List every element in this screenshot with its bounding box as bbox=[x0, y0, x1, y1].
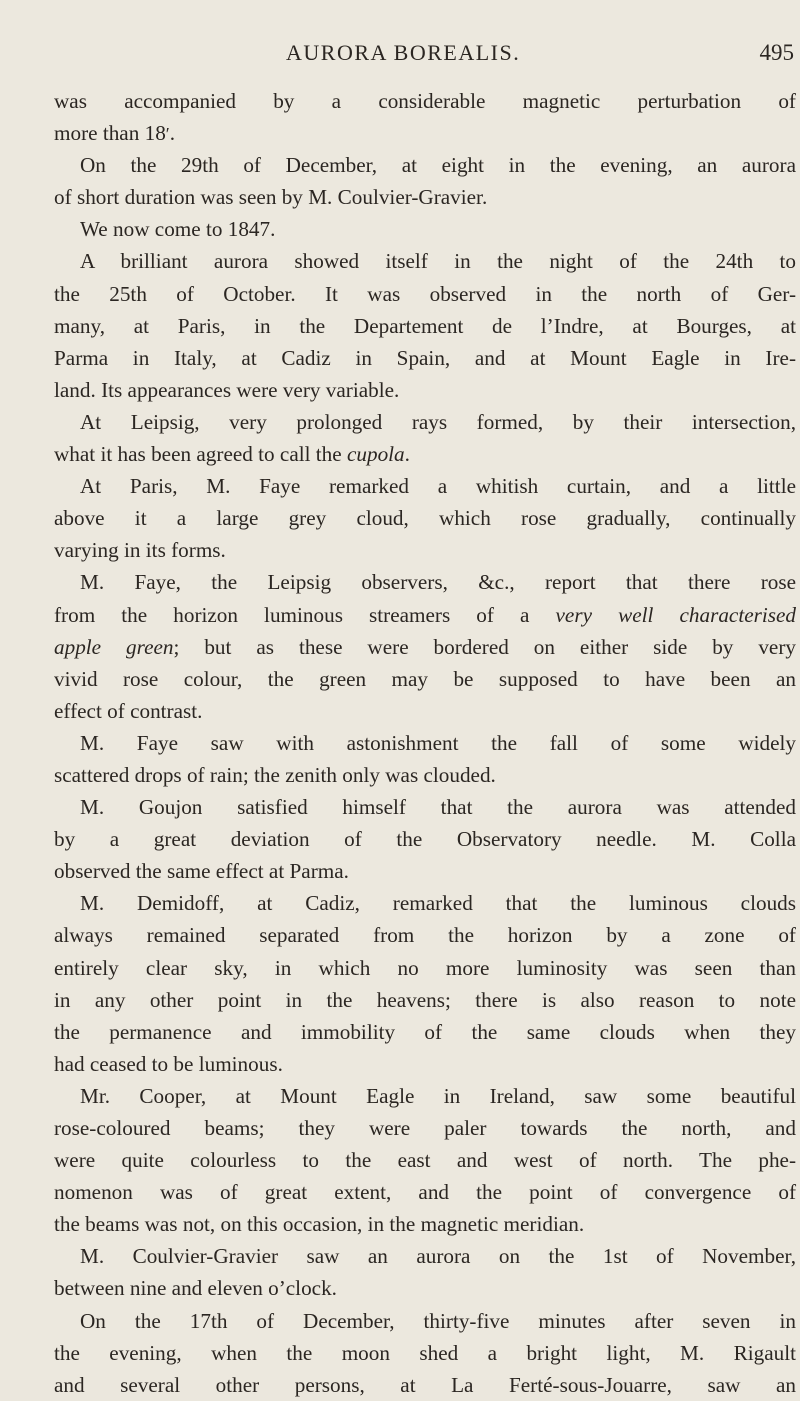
text-line: On the 17th of December, thirty-five minutes after seven in bbox=[80, 1308, 796, 1333]
text-line: the beams was not, on this occasion, in the magnetic meridian. bbox=[54, 1212, 585, 1237]
text-line: were quite colourless to the east and west of north. The phe- bbox=[54, 1148, 796, 1173]
running-head bbox=[54, 40, 794, 70]
text-line: from the horizon luminous streamers of a very well characterised bbox=[54, 602, 796, 627]
text-line: in any other point in the heavens; there is also reason to note bbox=[54, 987, 796, 1012]
text-line: vivid rose colour, the green may be supposed to have been an bbox=[54, 666, 796, 691]
text-line: rose-coloured beams; they were paler towards the north, and bbox=[54, 1116, 796, 1140]
text-line: always remained separated from the horizon by a zone of bbox=[54, 923, 796, 948]
text-line: M. Faye, the Leipsig observers, &c., report that there rose bbox=[80, 570, 796, 595]
text-line: M. Faye saw with astonishment the fall of some widely bbox=[80, 730, 796, 755]
text-line: varying in its forms. bbox=[54, 538, 226, 563]
text-line: M. Demidoff, at Cadiz, remarked that the luminous clouds bbox=[80, 891, 796, 916]
text-line: what it has been agreed to call the cupola. bbox=[54, 442, 410, 467]
text-line: nomenon was of great extent, and the point of convergence of bbox=[54, 1180, 796, 1205]
text-line: many, at Paris, in the Departement de l’Indre, at Bourges, at bbox=[54, 313, 796, 338]
text-line: effect of contrast. bbox=[54, 698, 203, 723]
text-line: of short duration was seen by M. Coulvier-Gravier. bbox=[54, 185, 488, 210]
text-line: At Leipsig, very prolonged rays formed, by their intersection, bbox=[80, 409, 796, 434]
text-line: and several other persons, at La Ferté-sous-Jouarre, saw an bbox=[54, 1372, 796, 1397]
text-line: the evening, when the moon shed a bright light, M. Rigault bbox=[54, 1340, 796, 1365]
text-line: On the 29th of December, at eight in the evening, an aurora bbox=[80, 153, 796, 178]
text-line: had ceased to be luminous. bbox=[54, 1051, 283, 1076]
text-line: observed the same effect at Parma. bbox=[54, 859, 349, 884]
text-line: We now come to 1847. bbox=[80, 217, 276, 242]
text-line: A brilliant aurora showed itself in the night of the 24th to bbox=[80, 249, 796, 274]
text-line: Parma in Italy, at Cadiz in Spain, and at Mount Eagle in Ire- bbox=[54, 345, 796, 370]
text-line: M. Goujon satisfied himself that the aurora was attended bbox=[80, 795, 796, 820]
text-line: the permanence and immobility of the same clouds when they bbox=[54, 1019, 796, 1044]
text-line: above it a large grey cloud, which rose gradually, continually bbox=[54, 506, 796, 531]
page-number: 495 bbox=[759, 40, 794, 65]
text-line: M. Coulvier-Gravier saw an aurora on the 1st of November, bbox=[80, 1244, 796, 1269]
text-line: the 25th of October. It was observed in the north of Ger- bbox=[54, 281, 796, 306]
body-text bbox=[54, 85, 796, 1401]
text-line: At Paris, M. Faye remarked a whitish curtain, and a little bbox=[80, 474, 796, 499]
text-line: apple green; but as these were bordered on either side by very bbox=[54, 634, 796, 659]
text-line: more than 18′. bbox=[54, 121, 176, 146]
text-line: between nine and eleven o’clock. bbox=[54, 1276, 337, 1301]
running-title: AURORA BOREALIS. bbox=[286, 40, 521, 65]
text-line: land. Its appearances were very variable. bbox=[54, 377, 400, 402]
text-line: was accompanied by a considerable magnetic perturbation of bbox=[54, 89, 796, 113]
text-line: scattered drops of rain; the zenith only was clouded. bbox=[54, 762, 496, 787]
text-line: by a great deviation of the Observatory needle. M. Colla bbox=[54, 827, 796, 852]
text-line: Mr. Cooper, at Mount Eagle in Ireland, saw some beautiful bbox=[80, 1083, 796, 1108]
text-line: entirely clear sky, in which no more luminosity was seen than bbox=[54, 955, 796, 980]
